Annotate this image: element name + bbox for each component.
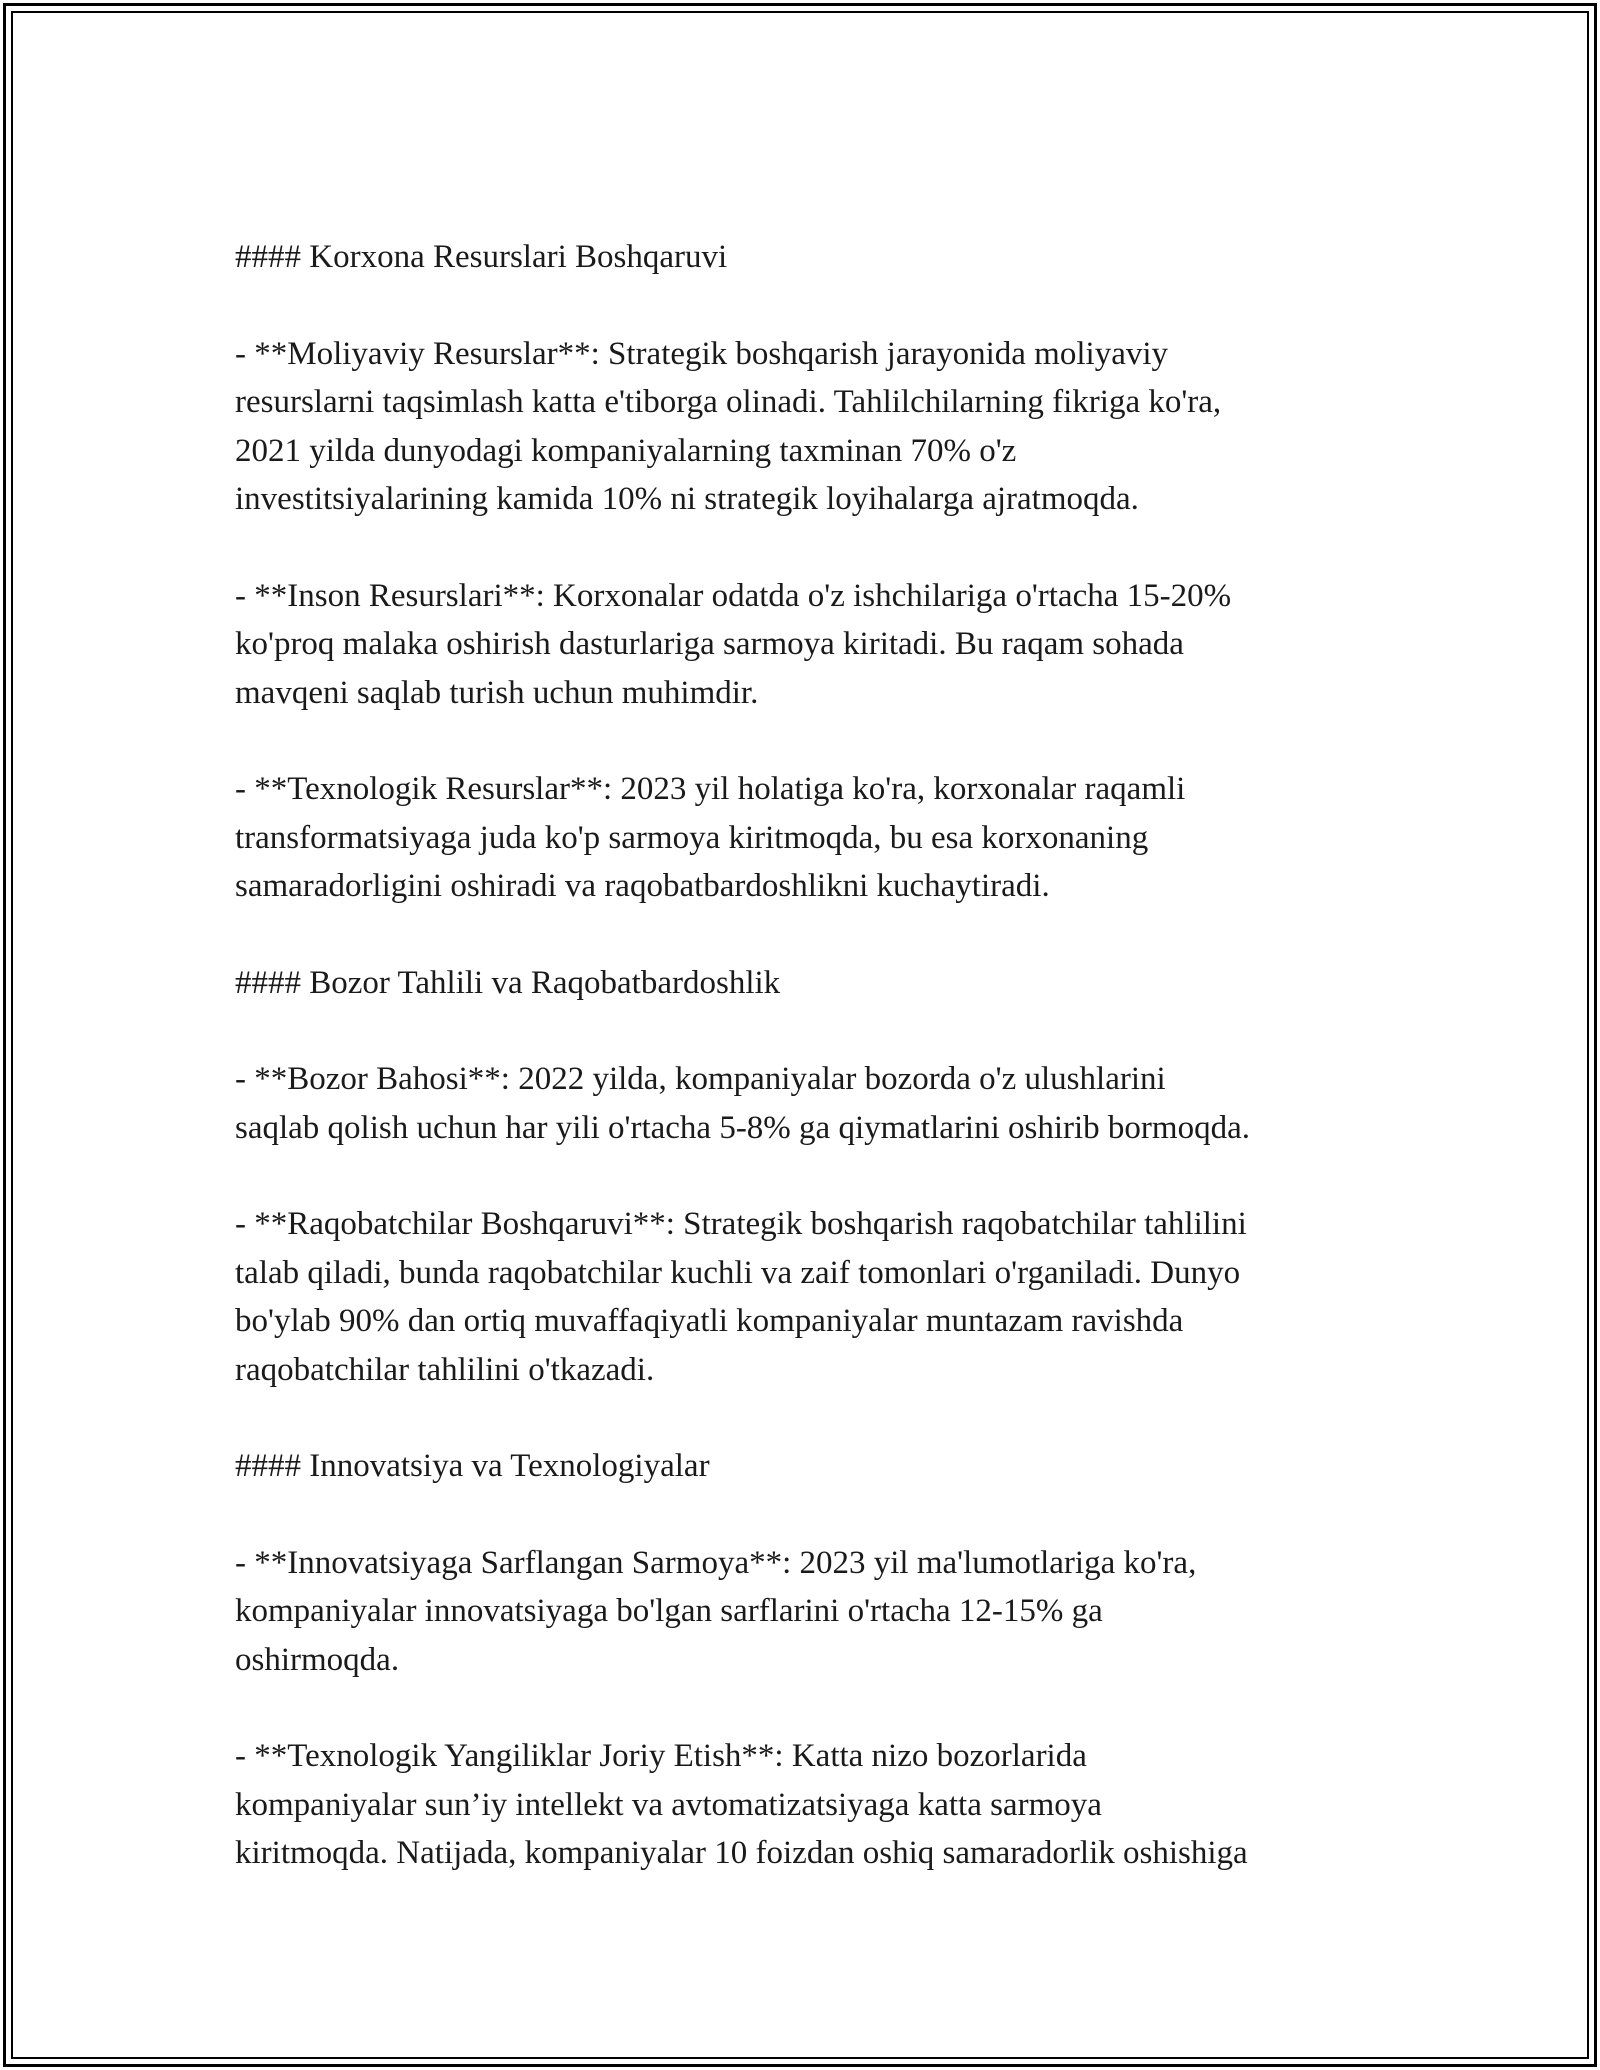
list-item-competitor-management <box>235 1200 1365 1394</box>
section-heading-market-analysis: #### Bozor Tahlili va Raqobatbardoshlik <box>235 964 781 1001</box>
text-line: talab qiladi, bunda raqobatchilar kuchli va zaif tomonlari o'rganiladi. Dunyo <box>235 1254 1241 1291</box>
text-line: investitsiyalarining kamida 10% ni strategik loyihalarga ajratmoqda. <box>235 481 1139 517</box>
list-item-innovation-investment <box>235 1539 1365 1685</box>
text-line: samaradorligini oshiradi va raqobatbardoshlikni kuchaytiradi. <box>235 868 1050 904</box>
text-line: ko'proq malaka oshirish dasturlariga sarmoya kiritadi. Bu raqam sohada <box>235 626 1184 662</box>
section-heading-innovation: #### Innovatsiya va Texnologiyalar <box>235 1448 710 1484</box>
text-line: bo'ylab 90% dan ortiq muvaffaqiyatli kompaniyalar muntazam ravishda <box>235 1303 1184 1339</box>
text-line: mavqeni saqlab turish uchun muhimdir. <box>235 674 759 711</box>
text-line: kiritmoqda. Natijada, kompaniyalar 10 foizdan oshiq samaradorlik oshishiga <box>235 1835 1248 1871</box>
text-line: 2021 yilda dunyodagi kompaniyalarning taxminan 70% o'z <box>235 432 1017 469</box>
text-line: resurslarni taqsimlash katta e'tiborga olinadi. Tahlilchilarning fikriga ko'ra, <box>235 384 1222 420</box>
text-line: - **Inson Resurslari**: Korxonalar odatda o'z ishchilariga o'rtacha 15-20% <box>235 577 1232 614</box>
document-body <box>235 233 1365 1926</box>
list-item-human-resources <box>235 572 1365 718</box>
text-line: raqobatchilar tahlilini o'tkazadi. <box>235 1351 655 1388</box>
text-line: transformatsiyaga juda ko'p sarmoya kiritmoqda, bu esa korxonaning <box>235 819 1149 856</box>
section-heading-resources: #### Korxona Resurslari Boshqaruvi <box>235 239 728 275</box>
text-line: - **Texnologik Yangiliklar Joriy Etish**: Katta nizo bozorlarida <box>235 1738 1087 1774</box>
text-line: kompaniyalar sun’iy intellekt va avtomatizatsiyaga katta sarmoya <box>235 1786 1102 1823</box>
list-item-technology-resources <box>235 765 1365 911</box>
text-line: - **Texnologik Resurslar**: 2023 yil holatiga ko'ra, korxonalar raqamli <box>235 771 1186 807</box>
text-line: - **Bozor Bahosi**: 2022 yilda, kompaniyalar bozorda o'z ulushlarini <box>235 1061 1166 1097</box>
list-item-technology-innovations <box>235 1732 1365 1878</box>
text-line: kompaniyalar innovatsiyaga bo'lgan sarflarini o'rtacha 12-15% ga <box>235 1593 1103 1629</box>
text-line: saqlab qolish uchun har yili o'rtacha 5-8% ga qiymatlarini oshirib bormoqda. <box>235 1109 1250 1146</box>
text-line: oshirmoqda. <box>235 1641 400 1678</box>
text-line: - **Raqobatchilar Boshqaruvi**: Strategik boshqarish raqobatchilar tahlilini <box>235 1206 1247 1242</box>
list-item-financial-resources <box>235 330 1365 524</box>
text-line: - **Moliyaviy Resurslar**: Strategik boshqarish jarayonida moliyaviy <box>235 335 1169 372</box>
list-item-market-value <box>235 1055 1365 1152</box>
text-line: - **Innovatsiyaga Sarflangan Sarmoya**: 2023 yil ma'lumotlariga ko'ra, <box>235 1544 1197 1581</box>
